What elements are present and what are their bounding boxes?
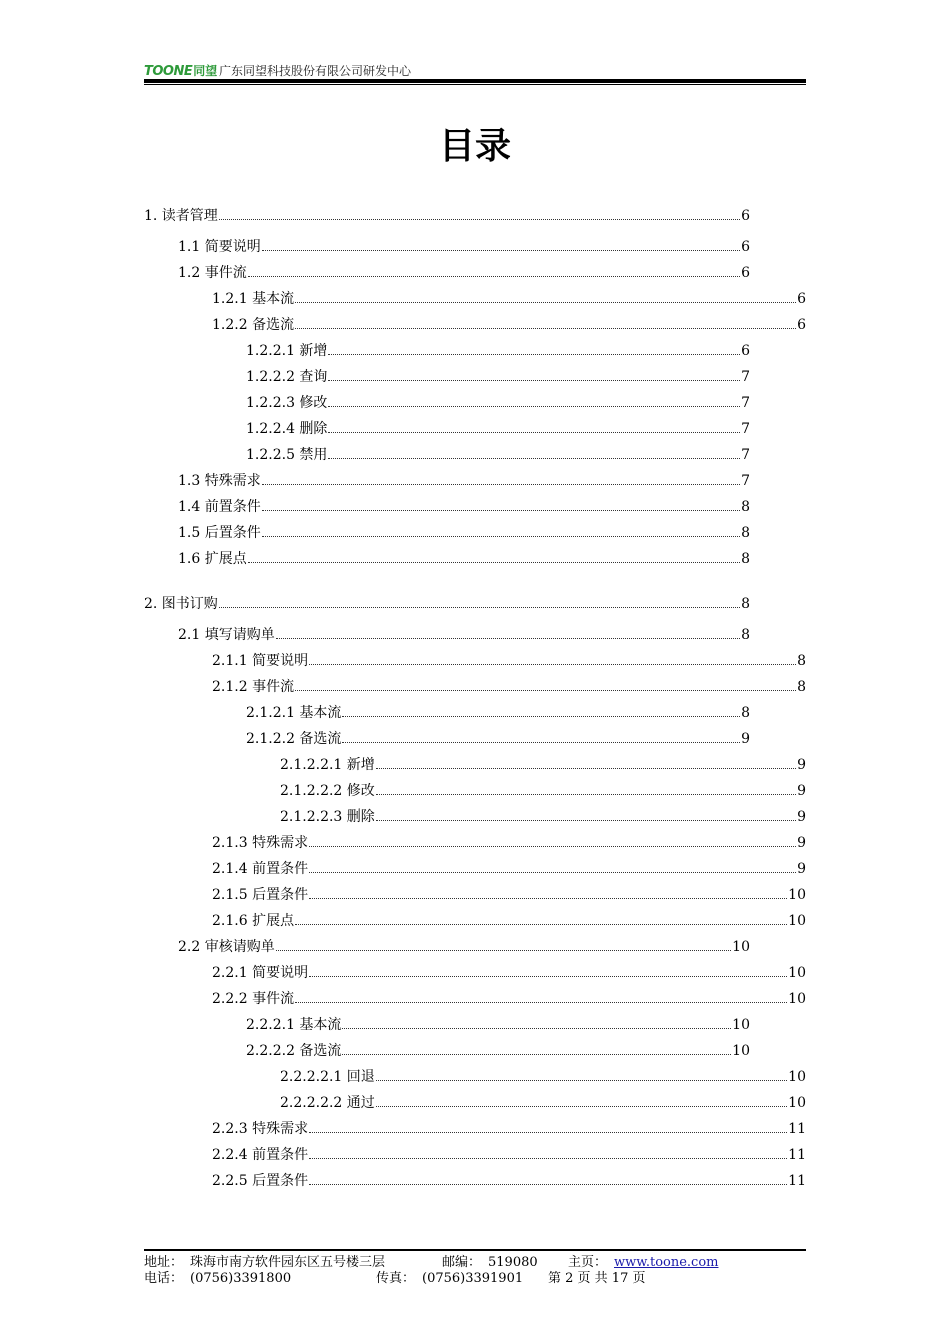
toc-entry[interactable] <box>246 446 750 464</box>
toc-entry-label: 2.1.2.2.1 新增 <box>280 757 375 773</box>
toc-entry[interactable] <box>280 782 806 800</box>
toc-dot-leader <box>248 550 740 563</box>
toc-entry-label: 1.2.2.1 新增 <box>246 343 328 359</box>
toc-entry[interactable] <box>212 1146 806 1164</box>
toc-dot-leader <box>342 704 740 717</box>
toc-dot-leader <box>295 290 796 303</box>
toc-entry-label: 2. 图书订购 <box>144 596 218 612</box>
toc-entry-label: 2.2.2.1 基本流 <box>246 1017 342 1033</box>
toc-entry-label: 2.2.3 特殊需求 <box>212 1121 309 1137</box>
toc-dot-leader <box>376 782 796 795</box>
toc-entry[interactable] <box>280 1094 806 1112</box>
toc-entry-label: 1.2.1 基本流 <box>212 291 295 307</box>
header-rule-thick <box>144 79 806 83</box>
toc-dot-leader <box>295 678 796 691</box>
toc-entry-page: 10 <box>788 1095 806 1111</box>
toc-entry-label: 2.1.5 后置条件 <box>212 887 309 903</box>
toc-entry[interactable] <box>246 394 750 412</box>
page-title: 目录 <box>438 126 511 167</box>
toc-entry-page: 9 <box>797 757 806 773</box>
logo-cjk-text: 同望 <box>193 64 218 78</box>
phone-label: 电话： <box>144 1271 184 1286</box>
toc-entry-label: 1. 读者管理 <box>144 208 218 224</box>
toc-entry[interactable] <box>178 264 750 282</box>
toc-entry-page: 10 <box>788 991 806 1007</box>
toc-entry-page: 8 <box>741 705 750 721</box>
toc-dot-leader <box>262 472 740 485</box>
toc-entry[interactable] <box>280 756 806 774</box>
toc-dot-leader <box>309 1120 787 1133</box>
toc-entry-page: 11 <box>788 1121 806 1137</box>
footer-rule <box>144 1249 806 1251</box>
toc-entry[interactable] <box>144 595 750 613</box>
toc-entry[interactable] <box>280 808 806 826</box>
toc-entry-page: 10 <box>788 1069 806 1085</box>
toc-dot-leader <box>309 1146 787 1159</box>
toc-dot-leader <box>328 368 740 381</box>
toc-entry-page: 6 <box>741 343 750 359</box>
toc-entry-page: 6 <box>741 208 750 224</box>
toc-entry-page: 8 <box>741 551 750 567</box>
toc-dot-leader <box>376 756 796 769</box>
toc-entry-page: 9 <box>797 861 806 877</box>
toc-entry-page: 9 <box>741 731 750 747</box>
toc-entry-label: 1.1 简要说明 <box>178 239 261 255</box>
toc-entry-label: 1.3 特殊需求 <box>178 473 261 489</box>
toc-entry-label: 2.1.2.1 基本流 <box>246 705 342 721</box>
logo-latin-text: TOONE <box>144 64 193 79</box>
toc-entry-label: 1.2.2.2 查询 <box>246 369 328 385</box>
fax-label: 传真： <box>376 1271 416 1286</box>
toc-entry[interactable] <box>246 420 750 438</box>
page-header <box>144 60 806 86</box>
toc-entry[interactable] <box>246 1016 750 1034</box>
toc-entry-page: 9 <box>797 783 806 799</box>
toc-entry[interactable] <box>212 652 806 670</box>
toc-dot-leader <box>342 730 740 743</box>
toc-entry-page: 9 <box>797 835 806 851</box>
toc-entry-label: 2.2.4 前置条件 <box>212 1147 309 1163</box>
fax-value: (0756)3391901 <box>422 1271 524 1286</box>
toc-entry-page: 8 <box>797 679 806 695</box>
toc-entry[interactable] <box>178 472 750 490</box>
toone-logo <box>144 62 217 78</box>
toc-entry-label: 1.6 扩展点 <box>178 551 247 567</box>
footer-line-1 <box>144 1255 806 1271</box>
toc-entry-label: 1.2 事件流 <box>178 265 247 281</box>
toc-entry-page: 6 <box>741 265 750 281</box>
toc-entry-label: 2.2.2.2 备选流 <box>246 1043 342 1059</box>
toc-dot-leader <box>309 652 796 665</box>
toc-dot-leader <box>219 207 740 220</box>
toc-entry[interactable] <box>246 704 750 722</box>
toc-entry-page: 8 <box>741 596 750 612</box>
toc-dot-leader <box>342 1016 731 1029</box>
toc-entry-page: 7 <box>741 421 750 437</box>
toc-entry-label: 1.4 前置条件 <box>178 499 261 515</box>
toc-entry[interactable] <box>212 1120 806 1138</box>
toc-entry-label: 2.2.2 事件流 <box>212 991 295 1007</box>
toc-entry-page: 10 <box>788 965 806 981</box>
toc-entry-page: 8 <box>741 499 750 515</box>
toc-entry-label: 1.2.2.5 禁用 <box>246 447 328 463</box>
toc-dot-leader <box>328 394 740 407</box>
toc-entry-page: 10 <box>732 1043 750 1059</box>
toc-entry-label: 2.1.3 特殊需求 <box>212 835 309 851</box>
toc-entry-label: 1.2.2.3 修改 <box>246 395 328 411</box>
toc-entry[interactable] <box>246 730 750 748</box>
toc-entry[interactable] <box>212 678 806 696</box>
toc-entry-label: 2.2.1 简要说明 <box>212 965 309 981</box>
toc-entry-label: 2.1.4 前置条件 <box>212 861 309 877</box>
toc-entry[interactable] <box>212 886 806 904</box>
toc-dot-leader <box>276 626 740 639</box>
toc-entry-page: 7 <box>741 473 750 489</box>
toc-dot-leader <box>309 834 796 847</box>
toc-entry-page: 8 <box>741 525 750 541</box>
phone-value: (0756)3391800 <box>190 1271 292 1286</box>
toc-dot-leader <box>309 1172 787 1185</box>
homepage-label: 主页： <box>568 1255 608 1270</box>
toc-entry[interactable] <box>246 368 750 386</box>
toc-entry[interactable] <box>212 990 806 1008</box>
toc-dot-leader <box>309 886 787 899</box>
toc-entry[interactable] <box>212 316 806 334</box>
page-number: 第 2 页 共 17 页 <box>548 1271 646 1286</box>
toc-dot-leader <box>262 238 740 251</box>
toc-entry-page: 7 <box>741 395 750 411</box>
toc-entry-page: 10 <box>788 887 806 903</box>
toc-entry-label: 2.2.2.2.1 回退 <box>280 1069 375 1085</box>
toc-entry-label: 2.2 审核请购单 <box>178 939 275 955</box>
toc-entry-label: 2.1.2 事件流 <box>212 679 295 695</box>
toc-dot-leader <box>328 342 740 355</box>
toc-entry-label: 2.1.2.2 备选流 <box>246 731 342 747</box>
toc-entry-page: 8 <box>741 627 750 643</box>
postcode-value: 519080 <box>488 1255 538 1270</box>
toc-dot-leader <box>376 1094 787 1107</box>
postcode-label: 邮编： <box>442 1255 482 1270</box>
toc-entry-label: 2.1 填写请购单 <box>178 627 275 643</box>
toc-entry-label: 1.5 后置条件 <box>178 525 261 541</box>
address-label: 地址： <box>144 1255 184 1270</box>
toc-entry[interactable] <box>178 498 750 516</box>
toc-dot-leader <box>328 446 740 459</box>
toc-entry-page: 6 <box>741 239 750 255</box>
toc-entry[interactable] <box>246 1042 750 1060</box>
toc-dot-leader <box>295 990 787 1003</box>
toc-entry-page: 10 <box>732 1017 750 1033</box>
toc-entry-label: 1.2.2 备选流 <box>212 317 295 333</box>
toc-dot-leader <box>342 1042 731 1055</box>
header-rule-thin <box>144 84 806 85</box>
toc-dot-leader <box>376 808 796 821</box>
toc-dot-leader <box>262 498 740 511</box>
toc-dot-leader <box>248 264 740 277</box>
toc-dot-leader <box>295 912 787 925</box>
toc-entry[interactable] <box>212 834 806 852</box>
toc-dot-leader <box>309 860 796 873</box>
toc-entry-page: 8 <box>797 653 806 669</box>
toc-entry-page: 7 <box>741 369 750 385</box>
toc-entry[interactable] <box>212 1172 806 1190</box>
homepage-link[interactable]: www.toone.com <box>614 1255 719 1270</box>
toc-entry-page: 11 <box>788 1147 806 1163</box>
company-name: 广东同望科技股份有限公司研发中心 <box>219 64 412 78</box>
toc-entry-label: 1.2.2.4 删除 <box>246 421 328 437</box>
toc-dot-leader <box>328 420 740 433</box>
toc-entry-page: 10 <box>732 939 750 955</box>
toc-dot-leader <box>219 595 740 608</box>
toc-entry[interactable] <box>178 238 750 256</box>
toc-entry-label: 2.1.2.2.2 修改 <box>280 783 375 799</box>
toc-entry[interactable] <box>178 938 750 956</box>
toc-entry[interactable] <box>246 342 750 360</box>
toc-entry-page: 11 <box>788 1173 806 1189</box>
toc-entry[interactable] <box>178 524 750 542</box>
toc-entry[interactable] <box>178 550 750 568</box>
toc-entry[interactable] <box>212 964 806 982</box>
toc-entry[interactable] <box>280 1068 806 1086</box>
toc-entry[interactable] <box>212 912 806 930</box>
toc-entry-label: 2.2.5 后置条件 <box>212 1173 309 1189</box>
toc-dot-leader <box>309 964 787 977</box>
toc-entry-label: 2.1.1 简要说明 <box>212 653 309 669</box>
toc-dot-leader <box>295 316 796 329</box>
toc-entry-label: 2.1.2.2.3 删除 <box>280 809 375 825</box>
toc-dot-leader <box>276 938 731 951</box>
address-value: 珠海市南方软件园东区五号楼三层 <box>190 1255 386 1270</box>
toc-entry[interactable] <box>212 290 806 308</box>
toc-dot-leader <box>376 1068 787 1081</box>
toc-entry-label: 2.2.2.2.2 通过 <box>280 1095 375 1111</box>
toc-entry-page: 6 <box>797 291 806 307</box>
toc-entry[interactable] <box>178 626 750 644</box>
toc-entry-page: 9 <box>797 809 806 825</box>
toc-entry[interactable] <box>144 207 750 225</box>
toc-entry-page: 10 <box>788 913 806 929</box>
footer-line-2 <box>144 1271 806 1287</box>
toc-dot-leader <box>262 524 740 537</box>
toc-entry[interactable] <box>212 860 806 878</box>
toc-entry-page: 7 <box>741 447 750 463</box>
toc-entry-label: 2.1.6 扩展点 <box>212 913 295 929</box>
toc-entry-page: 6 <box>797 317 806 333</box>
